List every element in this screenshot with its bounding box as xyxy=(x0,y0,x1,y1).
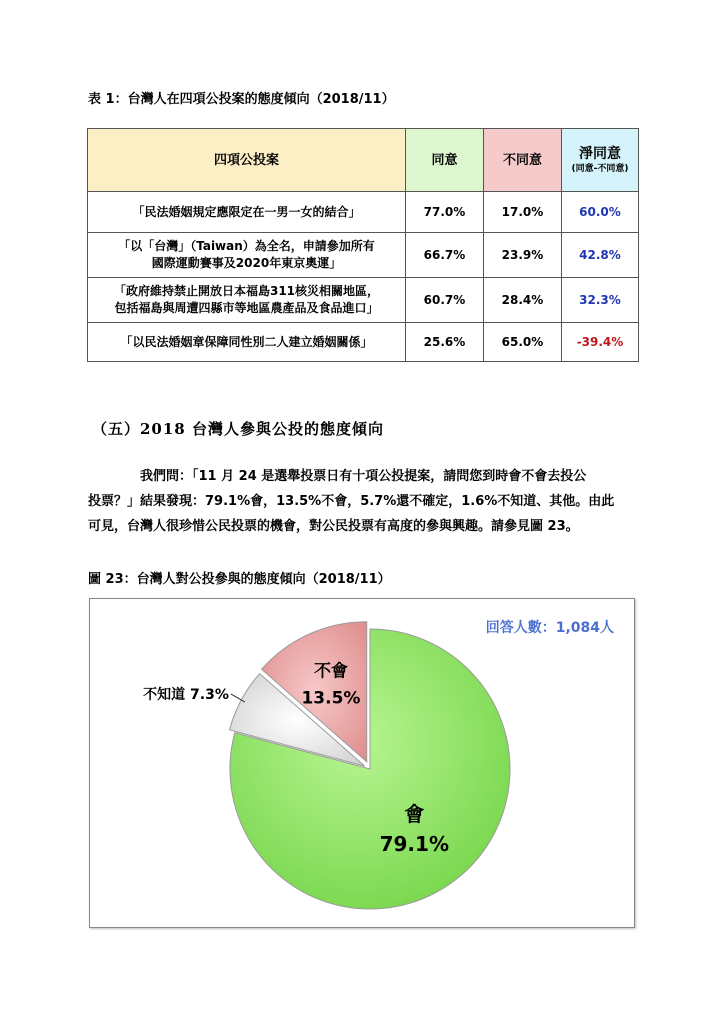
row-agree: 25.6% xyxy=(406,323,484,362)
row-net-agree: 42.8% xyxy=(562,233,639,278)
row-agree: 60.7% xyxy=(406,278,484,323)
row-item xyxy=(88,323,406,362)
row-item-line: 國際運動賽事及2020年東京奧運」 xyxy=(151,256,342,270)
pie-label-category: 不會 xyxy=(313,661,348,682)
row-item xyxy=(88,192,406,233)
header-net-agree-formula: (同意-不同意) xyxy=(571,164,629,174)
table-row xyxy=(88,192,639,233)
paragraph-line: 可見，台灣人很珍惜公民投票的機會，對公民投票有高度的參與興趣。請參見圖 23。 xyxy=(88,519,579,534)
row-disagree: 65.0% xyxy=(484,323,562,362)
row-item-line: 「民法婚姻規定應限定在一男一女的結合」 xyxy=(132,204,361,219)
paragraph-line: 投票？」結果發現：79.1%會，13.5%不會，5.7%還不確定，1.6%不知道、其他。由此 xyxy=(88,494,615,509)
pie-label-outside: 不知道 7.3% xyxy=(143,686,229,703)
table-row xyxy=(88,323,639,362)
table-row xyxy=(88,278,639,323)
pie-chart-frame xyxy=(89,598,635,928)
row-item-line: 包括福島與周遭四縣市等地區農產品及食品進口」 xyxy=(114,301,379,315)
respondent-count: 回答人數：1,084人 xyxy=(485,620,614,636)
row-item-line: 「以「台灣」（Taiwan）為全名，申請參加所有 xyxy=(118,239,375,253)
row-agree: 66.7% xyxy=(406,233,484,278)
section-paragraph xyxy=(88,464,640,539)
row-net-agree: 32.3% xyxy=(562,278,639,323)
pie-chart xyxy=(90,599,636,929)
row-item-line: 「政府維持禁止開放日本福島311核災相關地區， xyxy=(113,284,380,298)
figure-caption: 圖 23：台灣人對公投參與的態度傾向（2018/11） xyxy=(88,572,391,587)
header-disagree: 不同意 xyxy=(484,129,562,192)
header-net-agree-label: 淨同意 xyxy=(579,146,621,162)
pie-label-category: 會 xyxy=(404,801,425,826)
referendum-attitude-table xyxy=(87,128,639,362)
row-net-agree: -39.4% xyxy=(562,323,639,362)
header-agree: 同意 xyxy=(406,129,484,192)
table-caption: 表 1：台灣人在四項公投案的態度傾向（2018/11） xyxy=(88,92,395,107)
row-disagree: 28.4% xyxy=(484,278,562,323)
row-agree: 77.0% xyxy=(406,192,484,233)
row-item xyxy=(88,233,406,278)
row-item xyxy=(88,278,406,323)
pie-label-value: 79.1% xyxy=(379,831,449,856)
header-referendum-item: 四項公投案 xyxy=(88,129,406,192)
section-heading: （五）2018 台灣人參與公投的態度傾向 xyxy=(92,420,384,438)
row-item-line: 「以民法婚姻章保障同性別二人建立婚姻關係」 xyxy=(120,334,373,349)
pie-label-value: 13.5% xyxy=(301,688,361,709)
table-row xyxy=(88,233,639,278)
row-disagree: 23.9% xyxy=(484,233,562,278)
header-net-agree xyxy=(562,129,639,192)
paragraph-line: 我們問：「11 月 24 是選舉投票日有十項公投提案，請問您到時會不會去投公 xyxy=(140,469,587,484)
row-disagree: 17.0% xyxy=(484,192,562,233)
row-net-agree: 60.0% xyxy=(562,192,639,233)
